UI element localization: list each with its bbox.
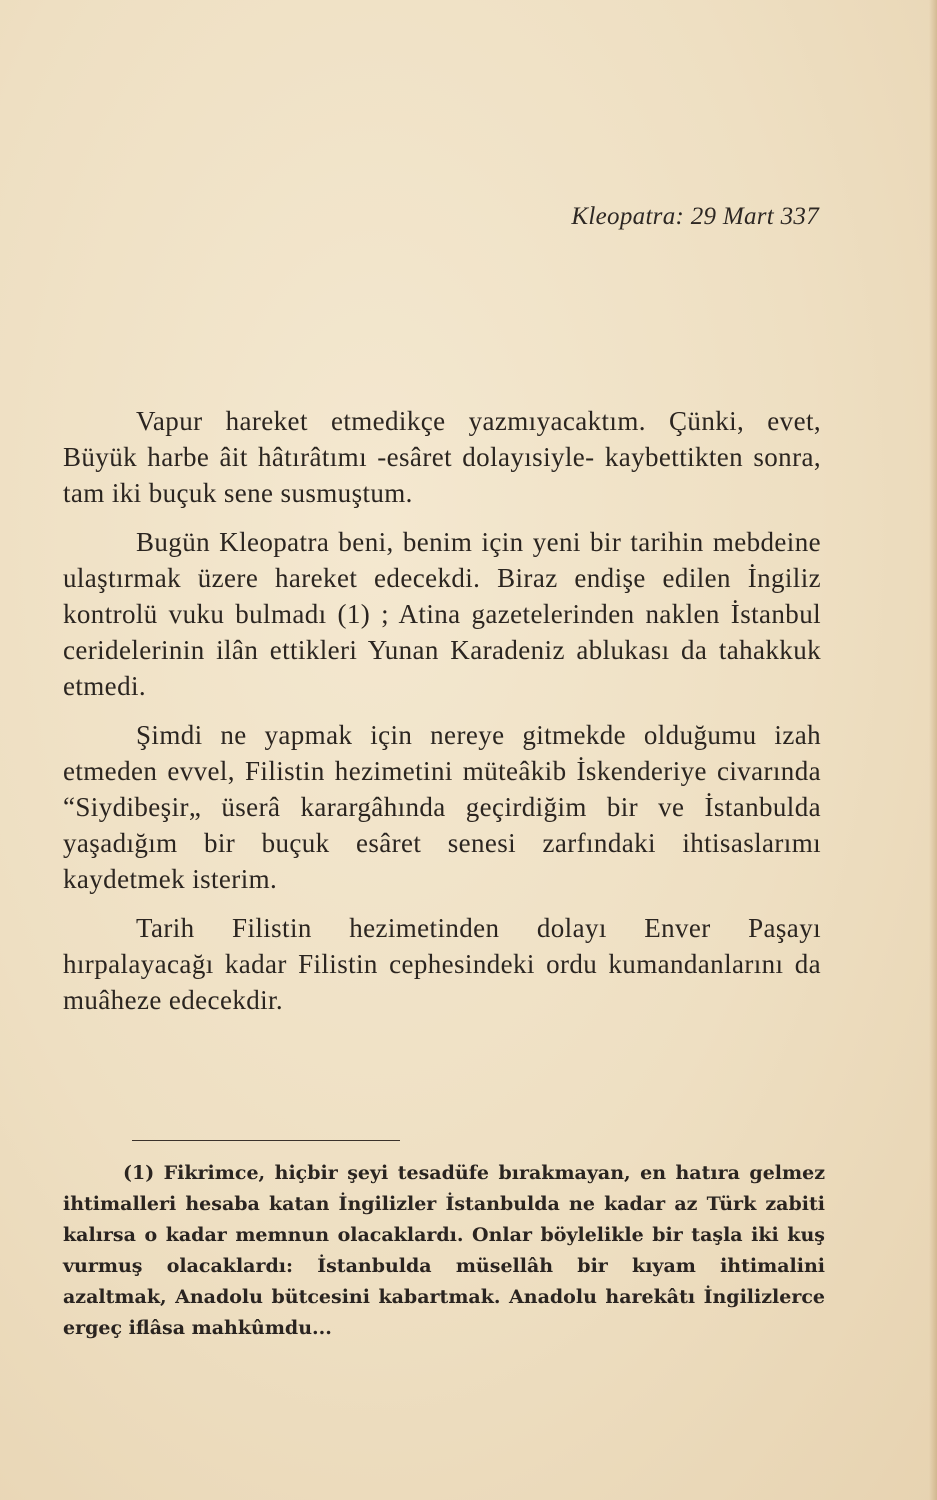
- page-edge-shadow: [929, 0, 937, 1500]
- footnote: (1) Fikrimce, hiçbir şeyi tesadüfe bırakmayan, en hatıra gelmez ihtimalleri hesaba katan İngilizler İstanbulda ne kadar az Türk zabiti kalırsa o kadar memnun olacaklardı. Onlar böylelikle bir taşla iki kuş vurmuş olacaklardı: İstanbulda müsellâh bir kıyam ihtimalini azaltmak, Anadolu bütcesini kabartmak. Anadolu harekâtı İngilizlerce ergeç iflâsa mahkûmdu...: [63, 1162, 825, 1339]
- footnote-divider: [132, 1140, 400, 1141]
- paragraph: Şimdi ne yapmak için nereye gitmekde olduğumu izah etmeden evvel, Filistin hezimetini müteâkib İskenderiye civarında “Siydibeşir„ üserâ karargâhında geçirdiğim bir ve İstanbulda yaşadığım bir buçuk esâret senesi zarfındaki ihtisaslarımı kaydetmek isterim.: [63, 719, 821, 895]
- body-text: [63, 403, 821, 1030]
- running-header: Kleopatra: 29 Mart 337: [571, 203, 819, 230]
- paragraph: Bugün Kleopatra beni, benim için yeni bir tarihin mebdeine ulaştırmak üzere hareket edecekdi. Biraz endişe edilen İngiliz kontrolü vuku bulmadı (1) ; Atina gazetelerinden naklen İstanbul ceridelerinin ilân ettikleri Yunan Karadeniz ablukası da tahakkuk etmedi.: [63, 526, 821, 702]
- paragraph: Vapur hareket etmedikçe yazmıyacaktım. Çünki, evet, Büyük harbe âit hâtırâtımı -esâret dolayısiyle- kaybettikten sonra, tam iki buçuk sene susmuştum.: [63, 406, 821, 509]
- paragraph: Tarih Filistin hezimetinden dolayı Enver Paşayı hırpalayacağı kadar Filistin cephesindeki ordu kumandanlarını da muâheze edecekdir.: [63, 912, 821, 1016]
